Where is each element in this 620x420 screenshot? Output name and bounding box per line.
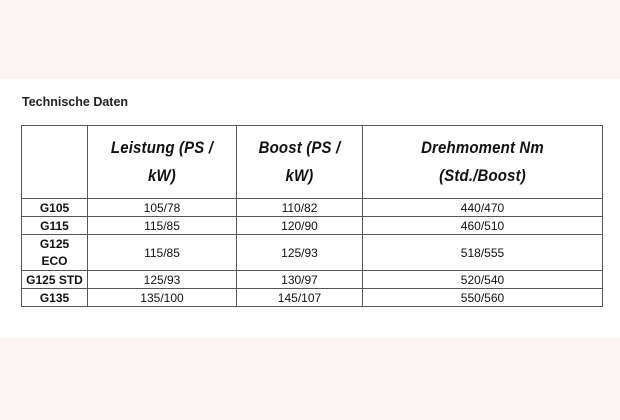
cell-drehmoment: 520/540: [363, 271, 603, 289]
cell-drehmoment: 440/470: [363, 199, 603, 217]
cell-model: G115: [22, 217, 88, 235]
cell-model: G135: [22, 289, 88, 307]
table-header-row: [22, 126, 603, 199]
cell-boost: 120/90: [237, 217, 363, 235]
cell-model: G125 STD: [22, 271, 88, 289]
table-row: [22, 271, 603, 289]
cell-leistung: 135/100: [88, 289, 237, 307]
cell-boost: 145/107: [237, 289, 363, 307]
header-drehmoment-label: Drehmoment Nm (Std./Boost): [421, 138, 544, 185]
header-leistung: [88, 126, 237, 199]
cell-drehmoment: 518/555: [363, 235, 603, 271]
table-row: [22, 217, 603, 235]
cell-leistung: 115/85: [88, 217, 237, 235]
header-leistung-label: Leistung (PS / kW): [110, 138, 214, 185]
table-row: [22, 199, 603, 217]
table-row: [22, 235, 603, 271]
cell-boost: 110/82: [237, 199, 363, 217]
cell-drehmoment: 460/510: [363, 217, 603, 235]
cell-leistung: 115/85: [88, 235, 237, 271]
specs-table: [21, 125, 603, 307]
header-drehmoment: [363, 126, 603, 199]
header-model: [22, 126, 88, 199]
cell-leistung: 105/78: [88, 199, 237, 217]
cell-drehmoment: 550/560: [363, 289, 603, 307]
cell-leistung: 125/93: [88, 271, 237, 289]
section-title: Technische Daten: [22, 95, 129, 109]
cell-model: G125 ECO: [22, 235, 88, 271]
cell-boost: 130/97: [237, 271, 363, 289]
cell-model: G105: [22, 199, 88, 217]
cell-boost: 125/93: [237, 235, 363, 271]
header-boost: [237, 126, 363, 199]
table-row: [22, 289, 603, 307]
header-boost-label: Boost (PS / kW): [258, 138, 341, 185]
